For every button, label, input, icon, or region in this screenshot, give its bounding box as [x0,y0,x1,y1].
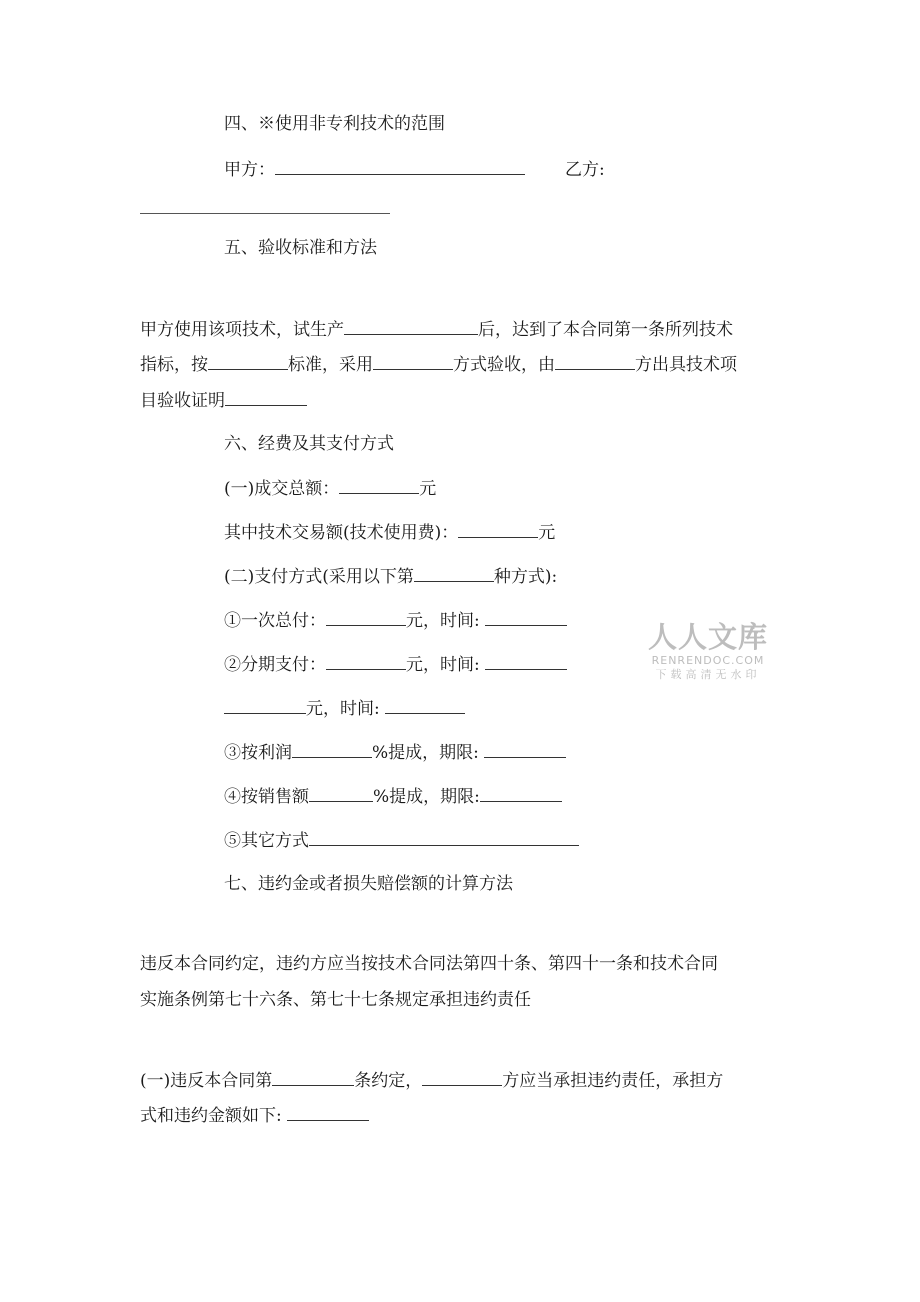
watermark-url: RENRENDOC.COM [651,654,765,667]
party-b-blank [140,213,390,214]
profit-share-line: ③按利润 %提成，期限: [224,741,566,764]
sales-share-line: ④按销售额 %提成，期限: [224,785,562,808]
acceptance-line-2: 指标，按 标准，采用 方式验收，由 方出具技术项 [140,355,737,375]
section-4-heading: 四、※使用非专利技术的范围 [224,114,445,134]
penalty-para-line-2: 实施条例第七十六条、第七十七条规定承担违约责任 [140,990,531,1010]
breach-clause-line-1: (一)违反本合同第 条约定， 方应当承担违约责任，承担方 [140,1071,724,1091]
watermark-tagline: 下载高清无水印 [655,668,761,681]
party-a-label: 甲方： [224,160,275,180]
signature-line [224,158,605,181]
watermark-logo: 人人文库 [647,620,768,654]
tech-fee-line: 其中技术交易额(技术使用费)： 元 [224,523,556,543]
watermark [642,620,774,682]
party-b-label: 乙方: [565,160,605,180]
installment-line: ②分期支付： 元，时间: [224,653,567,676]
section-5-heading: 五、验收标准和方法 [224,238,377,258]
other-method-line: ⑤其它方式 [224,829,579,852]
total-amount-line: (一)成交总额： 元 [224,479,437,499]
penalty-para-line-1: 违反本合同约定，违约方应当按技术合同法第四十条、第四十一条和技术合同 [140,954,718,974]
installment-line-2: 元，时间: [224,697,465,720]
acceptance-line-3: 目验收证明 [140,389,307,412]
acceptance-line-1: 甲方使用该项技术，试生产 后，达到了本合同第一条所列技术 [140,320,733,340]
party-a-blank [275,158,525,175]
payment-method-line: (二)支付方式(采用以下第 种方式): [224,567,558,587]
breach-clause-line-2: 式和违约金额如下: [140,1104,369,1127]
lump-sum-line: ①一次总付： 元，时间: [224,609,567,632]
section-7-heading: 七、违约金或者损失赔偿额的计算方法 [224,874,513,894]
section-6-heading: 六、经费及其支付方式 [224,434,394,454]
